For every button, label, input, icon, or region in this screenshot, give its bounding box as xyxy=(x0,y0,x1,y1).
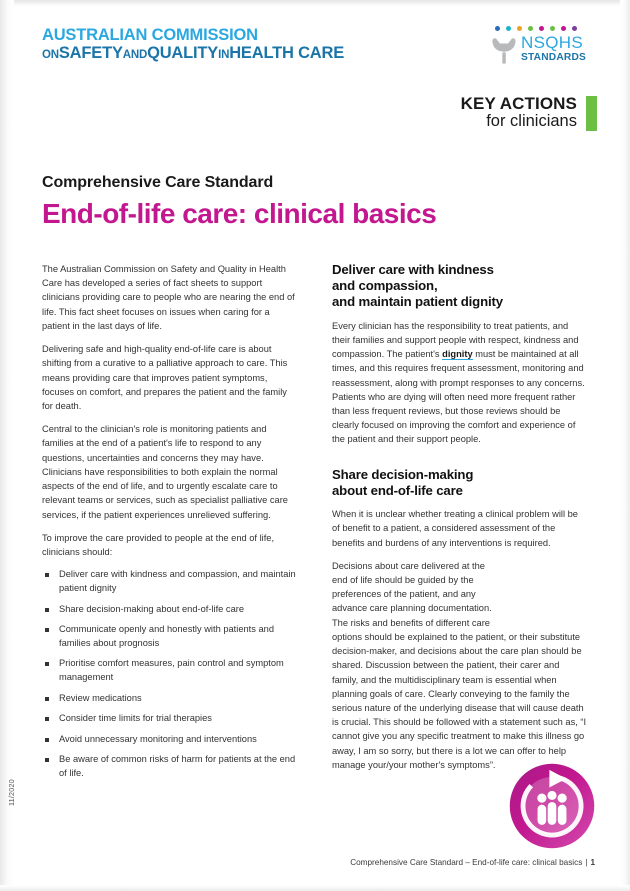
section1-heading-line-2: and compassion, xyxy=(332,278,438,294)
section1-text-before: Every clinician has the responsibility to treat patients, and their families and support people with respect, kindness and compassion. The patient's xyxy=(332,320,579,360)
commission-logo-safety: SAFETY xyxy=(58,43,123,62)
nsqhs-dot-icon xyxy=(539,26,544,31)
key-actions-subheading: for clinicians xyxy=(486,112,577,131)
page-title: End-of-life care: clinical basics xyxy=(42,198,437,229)
nsqhs-dot-row-icon xyxy=(495,26,577,31)
key-actions-heading: KEY ACTIONS xyxy=(460,94,577,113)
key-actions-text xyxy=(461,95,577,131)
clinician-action-item: Be aware of common risks of harm for patients at the end of life. xyxy=(42,753,298,781)
nsqhs-dot-icon xyxy=(517,26,522,31)
nsqhs-dot-icon xyxy=(506,26,511,31)
footer-title: Comprehensive Care Standard – End-of-life care: clinical basics xyxy=(350,858,583,867)
section1-heading-line-3: and maintain patient dignity xyxy=(332,294,503,310)
intro-paragraph-4: To improve the care provided to people at the end of life, clinicians should: xyxy=(42,532,275,557)
australian-commission-logo xyxy=(42,27,344,62)
commission-logo-on: ON xyxy=(42,48,59,61)
clinician-action-item: Avoid unnecessary monitoring and interventions xyxy=(42,733,298,747)
footer-separator: | xyxy=(585,858,588,867)
standard-name: Comprehensive Care Standard xyxy=(42,174,274,191)
section1-text-after: must be maintained at all times, and this requires frequent assessment, monitoring and reassessment, along with prompt responses to any concerns. Patients who are dying will often need more frequent rather than less frequent reviews, but those reviews should be clearly focused on improving the comfort and experience of the patient and their support people. xyxy=(332,349,585,445)
title-block xyxy=(42,174,436,230)
section2-heading-line-2: about end-of-life care xyxy=(332,482,463,498)
left-column xyxy=(42,262,298,787)
nsqhs-logo-subtitle: STANDARDS xyxy=(521,52,586,63)
nsqhs-dot-icon xyxy=(550,26,555,31)
clinician-action-item: Prioritise comfort measures, pain control and symptom management xyxy=(42,657,298,685)
body-columns xyxy=(42,262,588,787)
clinician-action-item: Share decision-making about end-of-life care xyxy=(42,603,298,617)
section2-heading-line-1: Share decision-making xyxy=(332,466,474,482)
nsqhs-dot-icon xyxy=(495,26,500,31)
nsqhs-standards-logo xyxy=(489,26,597,76)
intro-paragraph-3: Central to the clinician's role is monitoring patients and families at the end of a patient's life to respond to any questions, uncertainties and concerns they may have. Clinicians have responsibilities to both explain the normal aspects of the end of life, and to urgently escalate care to relevant teams or services, such as specialist palliative care services, if the patient experiences unrelieved suffering. xyxy=(42,424,288,520)
clinician-action-item: Review medications xyxy=(42,692,298,706)
commission-logo-line-2 xyxy=(42,45,344,62)
commission-logo-and: AND xyxy=(122,48,148,61)
clinician-action-item: Consider time limits for trial therapies xyxy=(42,712,298,726)
commission-logo-health-care: HEALTH CARE xyxy=(229,43,345,62)
clinician-action-item: Deliver care with kindness and compassion, and maintain patient dignity xyxy=(42,568,298,596)
commission-logo-commission: COMMISSION xyxy=(151,26,258,44)
right-column xyxy=(332,262,588,787)
section2-paragraph-1: When it is unclear whether treating a clinical problem will be of benefit to a patient, a considered assessment of the benefits and burdens of any interventions is required. xyxy=(332,509,578,548)
section-heading-share-decision-making xyxy=(332,467,588,499)
footer-page-number: 1 xyxy=(590,858,595,867)
nsqhs-logo-title: NSQHS xyxy=(521,33,583,52)
nsqhs-dot-icon xyxy=(528,26,533,31)
intro-paragraph-2: Delivering safe and high-quality end-of-life care is about shifting from a curative to a palliative approach to care. This means providing care that improves patient symptoms, focuses on comfort, and prepares the patient and the family for death. xyxy=(42,344,288,411)
key-actions-green-bar xyxy=(586,96,597,131)
nsqhs-logo-wordmark xyxy=(521,34,586,63)
nsqhs-dot-icon xyxy=(561,26,566,31)
clinician-action-item: Communicate openly and honestly with patients and families about prognosis xyxy=(42,623,298,651)
commission-logo-in: IN xyxy=(218,48,230,61)
page-header xyxy=(0,0,630,150)
badge-text-wrap-spacer xyxy=(496,559,588,625)
intro-paragraph-1: The Australian Commission on Safety and Quality in Health Care has developed a series of fact sheets to support clinicians providing care to people who are nearing the end of life. This fact sheet focuses on issues when caring for a patient in the last days of life. xyxy=(42,264,295,331)
page-footer xyxy=(350,858,595,867)
commission-logo-line-1 xyxy=(42,27,344,44)
section-heading-deliver-care xyxy=(332,262,588,311)
commission-logo-quality: QUALITY xyxy=(147,43,219,62)
glossary-link-dignity[interactable]: dignity xyxy=(442,349,473,360)
commission-logo-australian: AUSTRALIAN xyxy=(42,26,148,44)
section1-paragraph xyxy=(332,319,588,447)
key-actions-banner xyxy=(461,95,597,131)
publication-date: 11/2020 xyxy=(7,779,16,806)
nsqhs-dot-icon xyxy=(572,26,577,31)
section2-paragraph-2-text: Decisions about care delivered at the end of life should be guided by the preferences of the patient, and any advance care planning documentation. The risks and benefits of different care options should be explained to the patient, or their substitute decision-maker, and decisions about the care plan should be shared. Discussion between the patient, their carer and family, and the multidisciplinary team is essential when planning goals of care. Clearly conveying to the family the serious nature of the underlying disease that will cause death is crucial. This should be followed with a statement such as, “I cannot give you any specific treatment to make this illness go away, I am so sorry, but there is a lot we can offer to help manage your/your mother's symptoms”. xyxy=(332,560,587,770)
comprehensive-care-standard-icon xyxy=(508,762,596,850)
page-edge-bottom xyxy=(0,885,630,891)
nsqhs-person-mark-icon xyxy=(489,35,519,65)
section1-heading-line-1: Deliver care with kindness xyxy=(332,262,494,277)
section2-paragraph-2 xyxy=(332,559,588,772)
clinician-actions-list xyxy=(42,568,298,781)
